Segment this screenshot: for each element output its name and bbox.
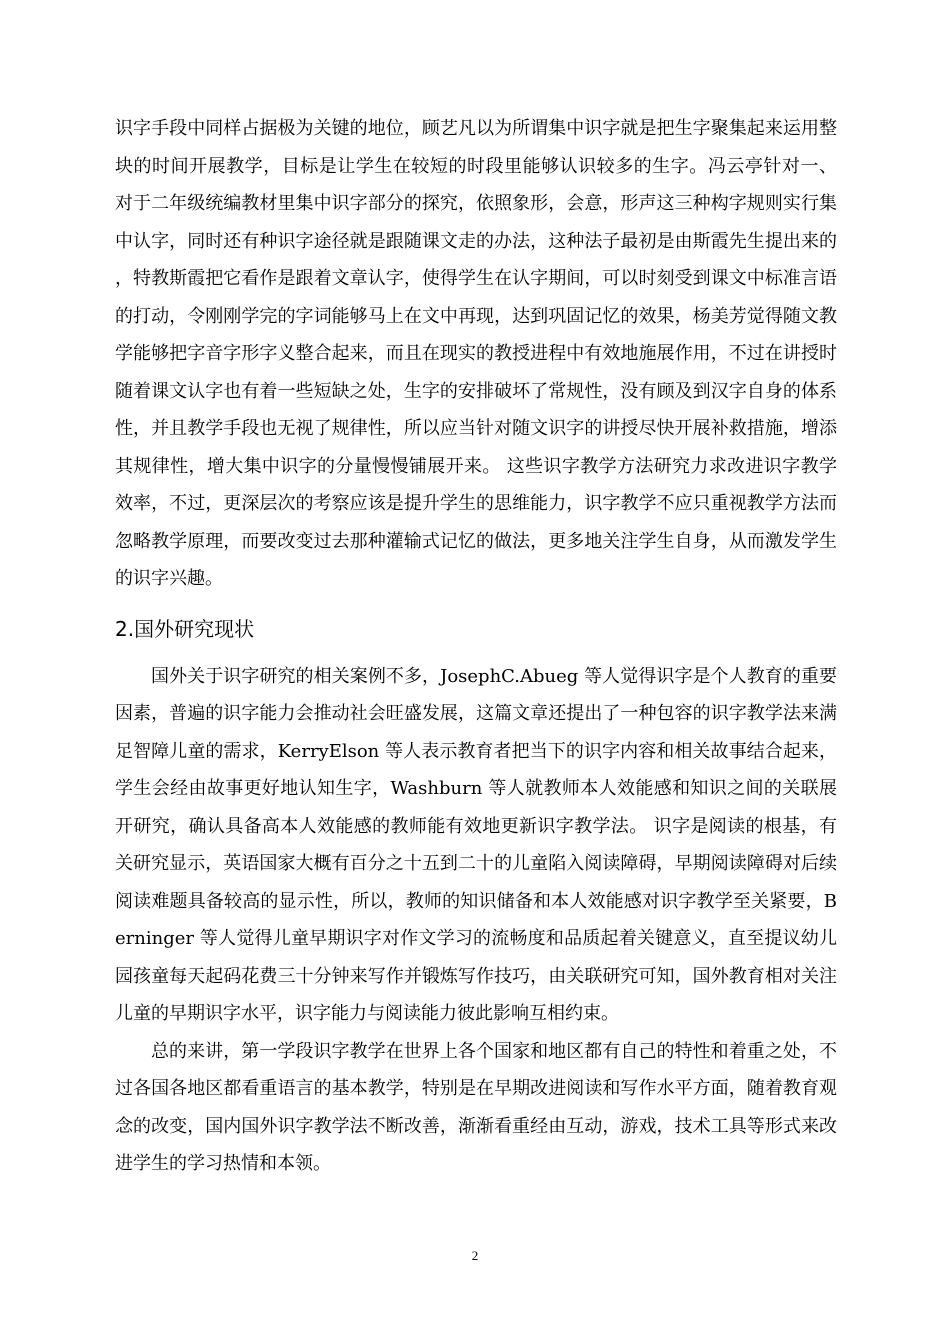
page-number: 2 bbox=[471, 1248, 479, 1263]
body-paragraph: 识字手段中同样占据极为关键的地位，顾艺凡以为所谓集中识字就是把生字聚集起来运用整块的时间开展教学，目标是让学生在较短的时段里能够认识较多的生字。冯云亭针对一、 对于二年级统编教材里集中识字部分的探究，依照象形，会意，形声这三种构字规则实行集中认字，同时还有种识字途径就是跟随课文走的办法，这种法子最初是由斯霞先生提出来的，特教斯霞把它看作是跟着文章认字，使得学生在认字期间，可以时刻受到课文中标准言语的打动，令刚刚学完的字词能够马上在文中再现，达到巩固记忆的效果，杨美芳觉得随文教学能够把字音字形字义整合起来，而且在现实的教授进程中有效地施展作用，不过在讲授时随着课文认字也有着一些短缺之处，生字的安排破坏了常规性，没有顾及到汉字自身的体系性，并且教学手段也无视了规律性，所以应当针对随文识字的讲授尽快开展补救措施，增添其规律性，增大集中识字的分量慢慢铺展开来。 这些识字教学方法研究力求改进识字教学效率，不过，更深层次的考察应该是提升学生的思维能力，识字教学不应只重视教学方法而忽略教学原理，而要改变过去那种灌输式记忆的做法，更多地关注学生自身，从而激发学生的识字兴趣。 bbox=[115, 118, 837, 589]
page-body bbox=[115, 110, 837, 1183]
body-paragraph: 总的来讲，第一学段识字教学在世界上各个国家和地区都有自己的特性和着重之处，不过各国各地区都看重语言的基本教学，特别是在早期改进阅读和写作水平方面，随着教育观念的改变，国内国外识字教学法不断改善，渐渐看重经由互动，游戏，技术工具等形式来改进学生的学习热情和本领。 bbox=[115, 1040, 837, 1174]
section-heading: 2.国外研究现状 bbox=[115, 616, 255, 641]
body-paragraph: 国外关于识字研究的相关案例不多，JosephC.Abueg 等人觉得识字是个人教育的重要因素，普遍的识字能力会推动社会旺盛发展，这篇文章还提出了一种包容的识字教学法来满足智障儿童的需求，KerryElson 等人表示教育者把当下的识字内容和相关故事结合起来，学生会经由故事更好地认知生字，Washburn 等人就教师本人效能感和知识之间的关联展开研究，确认具备高本人效能感的教师能有效地更新识字教学法。 识字是阅读的根基，有关研究显示，英语国家大概有百分之十五到二十的儿童陷入阅读障碍，早期阅读障碍对后续阅读难题具备较高的显示性，所以，教师的知识储备和本人效能感对识字教学至关紧要，Berninger 等人觉得儿童早期识字对作文学习的流畅度和品质起着关键意义，直至提议幼儿园孩童每天起码花费三十分钟来写作并锻炼写作技巧，由关联研究可知，国外教育相对关注儿童的早期识字水平，识字能力与阅读能力彼此影响互相约束。 bbox=[115, 665, 837, 1024]
